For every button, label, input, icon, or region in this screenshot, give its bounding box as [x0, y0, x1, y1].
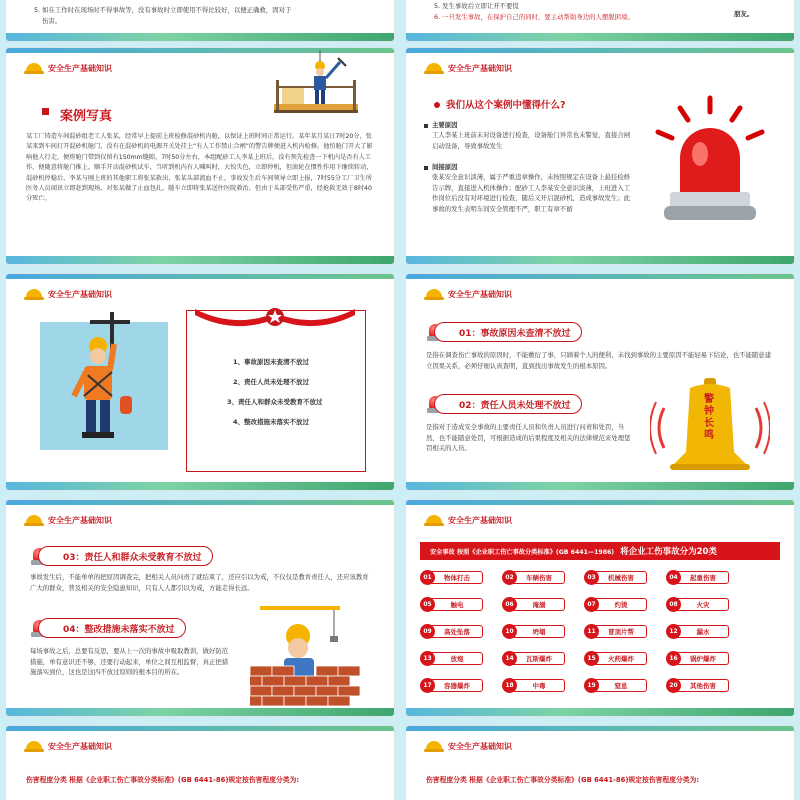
accident-type-label: 冒顶片帮: [595, 625, 647, 638]
principles-list-box: [186, 310, 366, 472]
brand: [26, 512, 112, 528]
accident-type-label: 火灾: [677, 598, 729, 611]
brand-label: 安全生产基础知识: [48, 63, 112, 73]
accident-type-number: 18: [502, 678, 517, 693]
worker-harness-illustration: [40, 312, 168, 452]
accident-type-label: 高处坠落: [431, 625, 483, 638]
accident-type-label: 起重伤害: [677, 571, 729, 584]
tip-line-6: 6. 一旦发生事故，在保护自己的同时，要主动帮助身边的人摆脱困境。: [434, 13, 634, 21]
accident-type-number: 04: [666, 570, 681, 585]
brand-label: 安全生产基础知识: [448, 741, 512, 751]
accident-type-number: 14: [502, 651, 517, 666]
top-strip: [6, 500, 394, 505]
helmet-icon: [426, 741, 442, 752]
accident-type-item: [666, 678, 729, 693]
helmet-icon: [26, 741, 42, 752]
accident-type-number: 13: [420, 651, 435, 666]
accident-type-label: 其他伤害: [677, 679, 729, 692]
slide-top-right[interactable]: [406, 0, 794, 41]
top-strip: [6, 726, 394, 731]
slide-severity-left[interactable]: [6, 726, 394, 800]
helmet-icon: [426, 515, 442, 526]
brand-label: 安全生产基础知识: [448, 289, 512, 299]
accident-type-number: 15: [584, 651, 599, 666]
brand: [426, 738, 512, 754]
accident-type-item: [502, 651, 565, 666]
severity-line: 伤害程度分类 根据《企业职工伤亡事故分类标准》(GB 6441-86)规定按伤害程度分类为:: [426, 776, 700, 784]
square-bullet: [424, 124, 428, 128]
accident-type-item: [420, 651, 483, 666]
main-cause-body: 工人李某上班前未对设备进行检查，设备舱门异常也未警觉，直接合闸启动设备，导致事故发生: [432, 131, 631, 150]
ribbon-star-decoration: [185, 305, 365, 335]
principle-item: 4、整改措施未落实不放过: [233, 418, 310, 426]
accident-type-label: 中毒: [513, 679, 565, 692]
main-cause-head: 主要原因: [432, 121, 458, 129]
accident-type-item: [502, 624, 565, 639]
brand: [26, 60, 112, 76]
accident-type-label: 触电: [431, 598, 483, 611]
accident-type-item: [502, 678, 565, 693]
tip-line-5: 5. 如在工作时在现场时不得事故等，没有事故时立即使用不得比较好，以便正确救，固对于: [34, 6, 292, 14]
case-body: 某工厂铸造车间混砂组老工人张某，经常早上提前上班检修混砂机内舱，以保证上班时间正常运行。某年某月某日7时20分，张某来到车间打开混砂机舱门，没有在混砂机的电源开关处挂上“有人工作禁止合闸”的警告牌便进入机内检修。他怕舱门开大了影响他人行走，便将舱门带到仅留有150mm缝隙。7时50分左右，本组配砂工人李某上班后，没有预先检查一下机内是否有人工作，便随意将舱门推上，顺手开动混砂机试车，当听到机内有人喊叫时，大惊失色，立即停机，但滚轮在惯性作用下继续转动，混砂机停稳后，李某与刚上班的其他职工将张某救出，张某头部流血不止，事故发生后车间领导立即上报，7时55分工厂卫生所医务人员闻讯立即赶到现场，对张某做了止血包扎，随车立即将张某送往医院救治，但由于头部受伤严重，经抢救无效于8时40分死亡。: [26, 133, 373, 203]
helmet-icon: [26, 515, 42, 526]
classification-header-bar: [420, 542, 780, 560]
helmet-icon: [426, 289, 442, 300]
worker-picture-frame: [40, 322, 168, 450]
case-title: 案例写真: [60, 109, 113, 124]
helmet-icon: [26, 63, 42, 74]
accident-type-label: 漏水: [677, 625, 729, 638]
slide-lessons[interactable]: [406, 48, 794, 264]
top-strip: [406, 726, 794, 731]
classification-header-tail: 将企业工伤事故分为20类: [620, 547, 717, 557]
accident-type-item: [502, 597, 565, 612]
accident-type-item: [584, 678, 647, 693]
bricklayer-illustration: [250, 606, 360, 706]
accident-type-number: 11: [584, 624, 599, 639]
top-strip: [406, 500, 794, 505]
brand-label: 安全生产基础知识: [48, 741, 112, 751]
square-bullet: [424, 166, 428, 170]
principle-2-title: 02：责任人员未处理不放过: [434, 394, 582, 414]
accident-type-item: [584, 597, 647, 612]
principle-item: 3、责任人和群众未受教育不放过: [227, 398, 323, 406]
accident-type-number: 01: [420, 570, 435, 585]
top-strip: [406, 48, 794, 53]
accident-type-label: 火药爆炸: [595, 652, 647, 665]
accident-type-label: 物体打击: [431, 571, 483, 584]
principle-1-title: 01：事故原因未查清不放过: [434, 322, 582, 342]
bottom-strip: [6, 482, 394, 490]
slide-four-principles[interactable]: [6, 274, 394, 490]
top-strip: [6, 274, 394, 279]
accident-type-number: 08: [666, 597, 681, 612]
accident-type-number: 17: [420, 678, 435, 693]
slide-principles-1-2[interactable]: [406, 274, 794, 490]
accident-type-item: [502, 570, 565, 585]
top-strip: [406, 274, 794, 279]
accident-type-label: 瓦斯爆炸: [513, 652, 565, 665]
principle-4-body: 每场事故之后，总要有反思，要从上一次的事故中吸取教训，做好防范措施，单有意识还不够，还要行动起来，单位之间互相监督，真正把措施落实到位，这也是这四不放过原则的根本目的所在。: [30, 647, 229, 676]
accident-type-item: [584, 651, 647, 666]
principle-3-body: 事故发生后，不能单单的把原因调查完，把相关人员问责了就结束了，还应引以为戒，不仅仅是教育责任人，还应该教育广大的群众，普及相关的安全隐患知识，只有人人都引以为戒，方能走得长远。: [30, 573, 369, 592]
accident-type-item: [420, 624, 483, 639]
principle-item: 1、事故原因未查清不放过: [233, 358, 310, 366]
accident-type-item: [666, 624, 729, 639]
tip-line-5-cont: 伤害。: [42, 17, 62, 25]
severity-line: 伤害程度分类 根据《企业职工伤亡事故分类标准》(GB 6441-86)规定按伤害程度分类为:: [26, 776, 300, 784]
indirect-cause-head: 间接原因: [432, 163, 458, 171]
accident-type-label: 容器爆炸: [431, 679, 483, 692]
accident-type-item: [666, 597, 729, 612]
brand: [426, 60, 512, 76]
slide-case-study[interactable]: [6, 48, 394, 264]
brand-label: 安全生产基础知识: [448, 63, 512, 73]
accident-type-number: 16: [666, 651, 681, 666]
principle-2-body: 是指对于造成安全事故的主要责任人员和负责人员进行问责和处罚，当然，也不能随意处罚，可根据造成的后果程度及相关的法律规范来处理惩罚相关的人员。: [426, 423, 631, 452]
accident-type-item: [584, 570, 647, 585]
accident-type-number: 07: [584, 597, 599, 612]
lesson-title: 我们从这个案例中懂得什么?: [446, 100, 566, 111]
bottom-strip: [406, 256, 794, 264]
brand: [426, 512, 512, 528]
accident-type-number: 19: [584, 678, 599, 693]
accident-type-number: 05: [420, 597, 435, 612]
accident-type-label: 车辆伤害: [513, 571, 565, 584]
slide-accident-types[interactable]: [406, 500, 794, 716]
accident-type-item: [420, 678, 483, 693]
accident-type-item: [666, 570, 729, 585]
slide-principles-3-4[interactable]: [6, 500, 394, 716]
brand: [26, 286, 112, 302]
classification-header-lead: 安全事故 按照《企业职工伤亡事故分类标准》(GB 6441—1986): [430, 548, 615, 556]
bottom-strip: [406, 708, 794, 716]
bottom-strip: [406, 33, 794, 41]
accident-type-number: 02: [502, 570, 517, 585]
accident-type-label: 淹溺: [513, 598, 565, 611]
accident-type-number: 10: [502, 624, 517, 639]
slide-severity-right[interactable]: [406, 726, 794, 800]
accident-type-item: [420, 570, 483, 585]
brand-label: 安全生产基础知识: [48, 515, 112, 525]
side-note: 朋友。: [734, 10, 754, 18]
helmet-icon: [426, 63, 442, 74]
bullet-dot: [434, 102, 440, 108]
bottom-strip: [6, 708, 394, 716]
accident-type-number: 09: [420, 624, 435, 639]
accident-type-number: 20: [666, 678, 681, 693]
bell-slogan: 警钟长鸣: [704, 394, 714, 441]
accident-type-item: [584, 624, 647, 639]
accident-type-number: 12: [666, 624, 681, 639]
indirect-cause-body: 张某安全意识淡薄，属于严重违章操作，未按照规定在设备上悬挂检修告示牌，直接进入机体操作；配砂工人李某安全意识淡薄，上班进入工作岗位后没有对环境进行检查，随后又开启混砂机，造成事故发生；此事故的发生表明车间安全管理不严，职工有章不循: [432, 173, 631, 213]
brand-label: 安全生产基础知识: [448, 515, 512, 525]
section-marker: [42, 108, 49, 115]
helmet-icon: [26, 289, 42, 300]
accident-type-label: 放炮: [431, 652, 483, 665]
bottom-strip: [6, 33, 394, 41]
principle-3-title: 03：责任人和群众未受教育不放过: [38, 546, 213, 566]
brand-label: 安全生产基础知识: [48, 289, 112, 299]
principle-1-body: 是指在调查伤亡事故的原因时，不能敷衍了事，只顾着个人的便利，未找到事故的主要原因不能轻易下结论，也不能随意建立因果关系，必须仔细认真查明，直到找出事故发生的根本原因。: [426, 351, 772, 370]
accident-type-label: 窒息: [595, 679, 647, 692]
accident-type-label: 锅炉爆炸: [677, 652, 729, 665]
worker-scaffold-illustration: [268, 50, 368, 128]
accident-type-number: 03: [584, 570, 599, 585]
accident-type-item: [420, 597, 483, 612]
brand: [26, 738, 112, 754]
accident-type-label: 坍塌: [513, 625, 565, 638]
bottom-strip: [406, 482, 794, 490]
tip-line-5: 5. 发生事故后立即让开不要慌: [434, 2, 519, 10]
principle-item: 2、责任人员未处理不放过: [233, 378, 310, 386]
bottom-strip: [6, 256, 394, 264]
brand: [426, 286, 512, 302]
accident-type-label: 机械伤害: [595, 571, 647, 584]
accident-type-label: 灼烫: [595, 598, 647, 611]
principle-4-title: 04：整改措施未落实不放过: [38, 618, 186, 638]
slide-top-left[interactable]: [6, 0, 394, 41]
accident-type-number: 06: [502, 597, 517, 612]
alarm-siren-illustration: [650, 92, 770, 232]
accident-type-item: [666, 651, 729, 666]
